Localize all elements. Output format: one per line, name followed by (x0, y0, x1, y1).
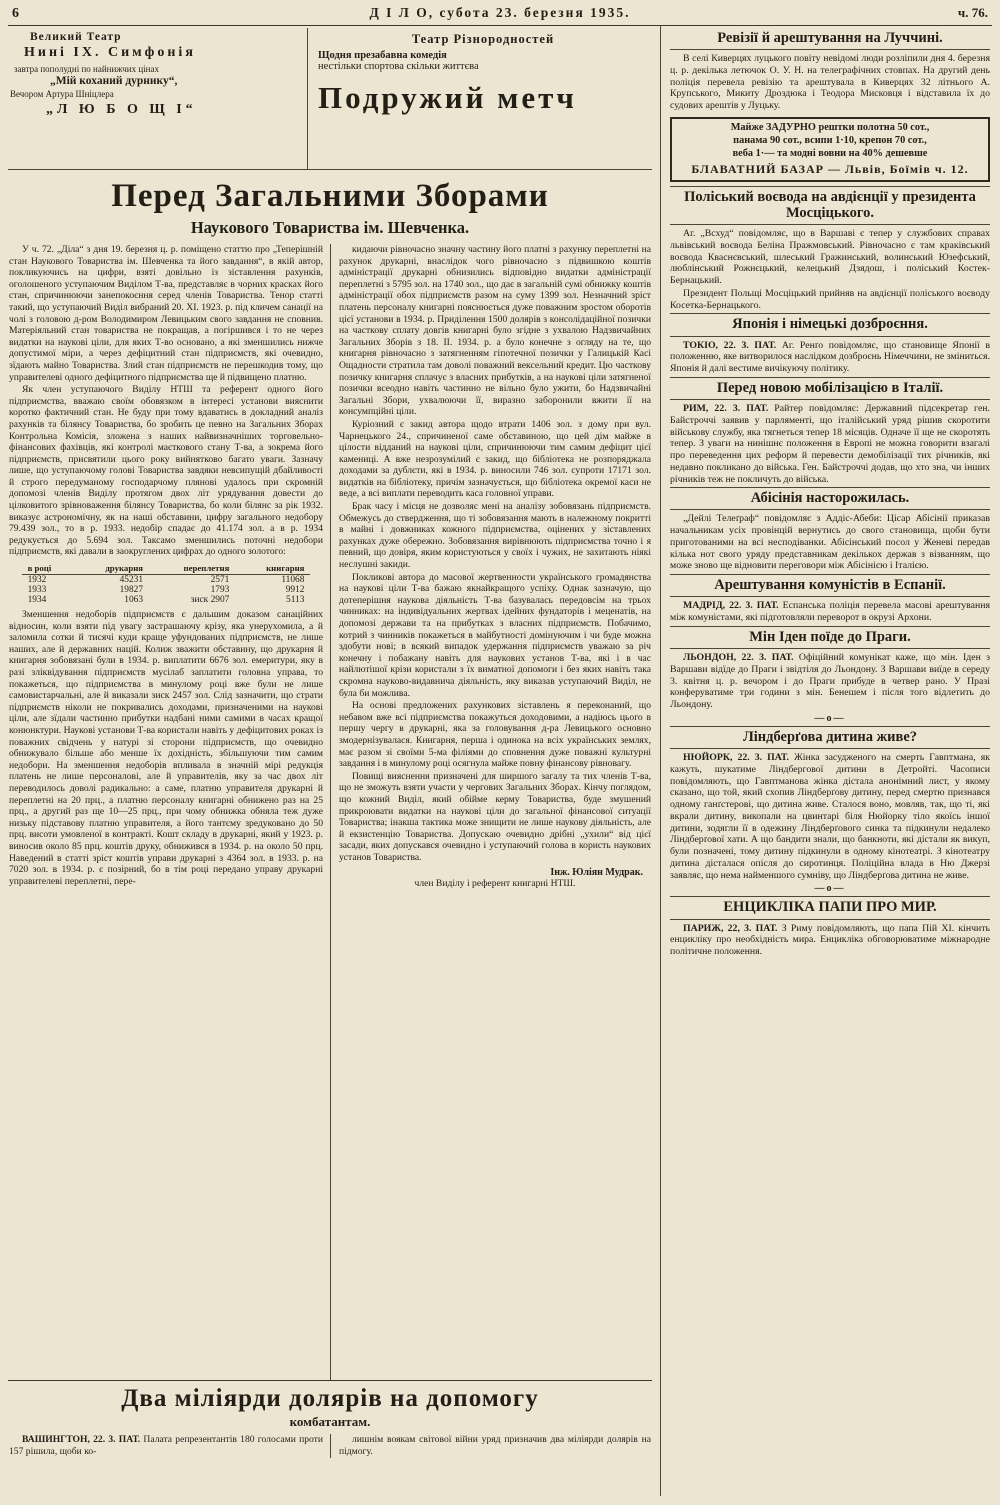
paragraph: лишнім воякам світової війни уряд призначив два міліярди долярів на підмогу. (339, 1434, 651, 1457)
paragraph-text: Палата репрезентантів 180 голосами проти 157 рішила, щоби ко- (9, 1434, 323, 1457)
table-cell: 45231 (119, 575, 144, 586)
ad-line: Щодня презабавна комедія (318, 50, 447, 61)
table-cell: зиск 2907 (190, 595, 230, 606)
article-title: Перед новою мобілізацією в Італії. (670, 380, 990, 400)
article-polissia-voivode (670, 186, 990, 312)
table-cell: 1933 (27, 585, 47, 596)
ad-line: веба 1·— та модні вовни на 40% дешевше (732, 147, 928, 159)
ad-line: нестільки спортова скільки життєва (318, 61, 479, 72)
ad-line: Великий Театр (30, 31, 122, 43)
table-cell: 11068 (281, 575, 305, 586)
main-article-subtitle: Наукового Товариства ім. Шевченка. (190, 218, 470, 237)
table-header: книгарня (235, 562, 310, 575)
dateline: РИМ, 22. 3. ПАТ. (683, 403, 769, 414)
theater-ad-variety-theater (308, 28, 652, 169)
paragraph: Покликові автора до масової жертвенности українського громадянства на наукові ціли Т-ва бажаю якнайкращого успіху. Однак зазначую, що дотеперішня наукова діяльність Т-ва базувалась передовсім на трьох чинниках: на індивідуальних жертвах ідейних фундаторів і меценатів, на допомозі держави та на прибутках з власних підприємств. Побачимо, котрий з чинників покажеться в майбутності домінуючим і чи буде можна здобути нові; в всякий випадок удержання підприємств уважаю за річ конечну і побажану навіть для наукових установ Т-ва, які і в час найлютішої крізи користали з їх виматної допомоги і без яких навіть така скромна науково-видавнича діяльність, яку виказав уступаючий Виділ, не була би можлива. (339, 571, 651, 699)
ad-line: „Мій коханий дурнику“, (50, 75, 178, 87)
ad-line: Вечором Артура Шніцлера (10, 89, 114, 99)
paragraph-text: Президент Польщі Мосціцький прийняв на авдієнції поліського воєводу Косетка-Бернацького. (670, 287, 990, 311)
ad-line: завтра пополудні по найнижчих цінах (14, 64, 159, 74)
paragraph: У ч. 72. „Діла“ з дня 19. березня ц. р. поміщено статтю про „Теперішній стан Наукового Товариства ім. Шевченка та його завдання“, в якій автор, покликуючись на цифри, взяті довільно із зіставлення рахунків, оголошеного уступаючим Виділом Т-ва, представляє в чорних красках його стан, спричинюючи занепокоєння серед членів Товариства. Тенор статті такий, що уступаючий Виділ вибраний 20. XI. 1923. р. під кличем санації на чолі з головою д-ром Володимиром Левицьким свого завдання не сповнив. Матеріяльний стан товариства не покращав, а погіршився і то не через видатки на наукові ціли, для яких Т-во основано, а які зменшились нижче допустимої міри, а через дефіцитний стан підприємств, які очевидно, зїдають майно Товариства. Злий стан підприємств не перешкодив тому, що управителеві одного дефіцитного підприємства ще й підвищено платню. (9, 244, 323, 383)
page-number: 6 (12, 6, 19, 21)
ad-brand: БЛАВАТНИЙ БАЗАР — Львів, Боїмів ч. 12. (691, 161, 969, 176)
table-row (22, 585, 311, 595)
article-eden-prague (670, 626, 990, 711)
article-title: Поліський воєвода на авдієнції у президента Мосціцького. (670, 189, 990, 225)
paragraph: Як член уступаючого Виділу НТШ та референт одного його підприємства, вважаю своїм обовязком в інтересі установи вияснити коротко фактичний стан. Не буду при тому вдаватись в докладний аналіз рахунків та білянсу Товариства, бо зробить це певно на Загальних Зборах Контрольна Комісія, зложена з наших найвизначніших торговельно-фінансових фахівців, які контролі маєткового стану Т-ва, а зокрема його підприємств, присвятили цього року вийнятково багато уваги. Зазначу лише, що уступаючому голові Товариства завдяки невсипущій дбайливості й строго передуманому господарчому плянові удалось при скромній допомозі членів Виділу протягом двох літ урядування довести до цілковитого зрівноваження білянсу Товариства, бо коли білянс за рік 1932. виказує астрономічну, як на наші обставини, цифру загального недобору 79.439 зол., то в р. 1933. недобір спадає до 41.174 зол. а в р. 1934 редукується до 5.694 зол. Таксамо зменшились поточні недобори підприємств, які давали в заокруглених цифрах до одного золотого: (9, 384, 323, 558)
article-separator: —о— (814, 883, 846, 895)
masthead-title: Д І Л О, субота 23. березня 1935. (369, 5, 631, 20)
masthead (8, 3, 992, 26)
bottom-article-columns (8, 1434, 652, 1458)
dateline: ВАШИНГТОН, 22. 3. ПАТ. (22, 1434, 141, 1445)
bottom-article-title: Два міліярди долярів на допомогу (121, 1385, 539, 1412)
paragraph: Брак часу і місця не дозволяє мені на аналізу зобовязань підприємств. Обмежусь до ствердження, що ті зобовязання мають в належному покритті в майні і довжниках кожного підприємства, оцінених у зіставлених рахунках дуже обережно. Зобовязання вирівнюють підприємства точно і я певний, що довіря, яким користуються у своїх і чужих, не захитають ніякі неслушні закиди. (339, 501, 651, 571)
paragraph-text: Жінка засудженого на смерть Гавптмана, як кажуть, шукатиме Ліндбергової дитини в Детройті. Часописи повідомляють, що Гавптманова жінка дістала анонімний лист, у якому сказано, що той, який схопив Ліндберґову дитину, перед смертю признався одному ганґстерові, що дитина живе. Сталося воно, мовляв, так, що ті, які вкрали дитину, викопали на цвинтарі біля Нюйорку тіло якоїсь іншої дитини, зодягли її в одежину Ліндберґового синка та підкинули недалеко Ліндберґової хати. А що бандити знали, що банкноти, які дістали як викуп, були позначені, тому дитину підкинули в одному кінотеатрі. З кінотеатру дитина дісталася опісля до сиротинця. Поліційна влада в Ню Джерзі заявляє, що нема найменшого сумніву, що Ліндберґова дитина не живе. (670, 752, 990, 881)
article-abyssinia-alert (670, 487, 990, 572)
article-spain-communist-arrests (670, 574, 990, 624)
dateline: ТОКІО, 22. 3. ПАТ. (683, 339, 777, 351)
article-title: Японія і німецькі дозброєння. (670, 316, 990, 336)
main-article-column-1 (8, 244, 330, 1380)
table-header: переплетня (149, 562, 235, 575)
article-title: Ліндберґова дитина живе? (670, 729, 990, 749)
paragraph-text: Аг. Ренґо повідомляє, що становище Японії в положенню, яке витворилося наслідком дозброєнь Німеччини, не зміниться. Японія й далі вестиме вичікуючу політику. (670, 339, 991, 375)
bottom-column-1 (8, 1434, 330, 1458)
paragraph-text: Аг. „Всхуд“ повідомляє, що в Варшаві є тепер у службових справах львівський воєвода Беліна Пражмовський. Рівночасно є там краківський воєвода Кваснєвський, шлеський Гражинський, волинський Юзефський, люблінський Рожнєцький, келецький Дзядош, і поліський Костек-Бернацький. (670, 228, 990, 287)
bottom-article (8, 1380, 652, 1496)
table-cell: 5113 (286, 595, 305, 606)
paragraph: На основі предложених рахункових зіставлень я переконаний, що небавом вже всі підприємства покажуться доходовими, а надіюсь цього в першу чергу в друкарні, яка за головування д-ра Левицького основно змодернізувалася. Книгарня, перша і одинока на всіх українських землях, має разом зі своїми 5-ма філіями до сповнення дуже поважні культурні завдання і в минулому році осягнула майже повну фінансову рівновагу. (339, 700, 651, 770)
paragraph-text: З Риму повідомляють, що папа Пій XI. кінчить енцикліку про необхідність мира. Енцикліка обговорюватиме міжнародне політичне положення. (670, 922, 991, 958)
table-header: друкарня (75, 562, 149, 575)
ad-line: панама 90 сот., всипи 1·10, крепон 70 сот., (733, 134, 927, 146)
author-signature: Інж. Юліян Мудрак. (550, 867, 643, 879)
dateline: МАДРІД, 22. 3. ПАТ. (683, 600, 779, 612)
column-1-bottom-paragraphs (9, 609, 323, 887)
main-article-title: Перед Загальними Зборами (111, 178, 549, 214)
paragraph-text: Райтер повідомляє: Державний підсекретар ген. Байстроччі заявив у парляменті, що італійський уряд рішив скоротити військову службу, яка тягнеться тепер 18 місяців. Одначе її ще не скоротять тепер. З уваги на нинішнє положення в Европі не можна говорити взагалі про переведення цих реформ й перевести демобілізації тих річників, які недавно покликано до війська. Ген. Байстроччі додав, що хто зна, чи інших річників теж не покличуть до війська. (670, 403, 990, 485)
table-cell: 19827 (119, 585, 144, 596)
table-cell: 1932 (27, 575, 47, 586)
dateline: ЛЬОНДОН, 22. 3. ПАТ. (683, 652, 794, 664)
theater-ad-great-theater (8, 28, 308, 169)
article-lindbergh-child (670, 726, 990, 881)
theater-ads-row (8, 28, 652, 170)
table-cell: 1934 (27, 595, 47, 606)
ad-play-title: Подружий метч (318, 80, 577, 115)
table-row (22, 595, 311, 605)
table-cell: 9912 (285, 585, 305, 596)
main-article-column-2 (330, 244, 652, 1380)
column-1-top-paragraphs (9, 244, 323, 558)
article-title: Абісінія насторожилась. (670, 490, 990, 510)
article-title: Ревізії й арештування на Луччині. (670, 30, 990, 50)
page-content (8, 26, 992, 1496)
paragraph: Повищі вияснення призначені для ширшого загалу та тих членів Т-ва, що не зможуть взяти участи у чергових Загальних Зборах. Кінчу поглядом, що кожний Виділ, який обійме керму Товариства, буде змушений прикроювати видатки на наукові ціли до загальної фінансової ситуації Товариства; інакша тактика може знищити не лише наукову діяльність, але й екзистенцію Товариства. Допускаю очевидно дрібні „ухили“ від цієї засади, яких допускався очевидно і уступаючий голова в користь наукових установ Товариства. (339, 770, 651, 863)
paragraph-text: Офіційний комунікат каже, що мін. Іден з Варшави відїде до Праги і звідтіля до Льондону. З Варшави виїде в середу 3. квітня ц. р. вечором і до Праги прибуде в четвер рано. У Празі конферуватиме три години з мін. Бенешем і після того відлетить до Льондону. (670, 652, 990, 711)
right-column (660, 26, 992, 1496)
article-revisions-luchchyna (670, 28, 990, 112)
article-papal-encyclical (670, 896, 990, 957)
bazaar-ad-box (670, 117, 990, 182)
paragraph-text: Еспанська поліція перевела масові арештування між комуністами, які підготовляли переворот в окрузі Архони. (670, 600, 990, 624)
article-title: Мін Іден поїде до Праги. (670, 629, 990, 649)
table-cell: 2571 (210, 575, 230, 586)
table-cell: 1793 (210, 585, 230, 596)
paragraph: Зменшення недоборів підприємств є дальшим доказом санаційних відносин, коли взяти під увагу застрашаючу крізу, яка унерухомила, а й заломила сотки й тисячі куди краще уфундованих підприємств, не лише наших, але й державних націй. Колиж зважити обставину, що друкарня й книгарня зобовязані були в 1934. р. виплатити 6676 зол. емеритури, яку в разі зліквідування підприємств мусілаб заплатити головна управа, то покажеться, що підприємства в минулому році вже були не лише самовистарчальні, але й виказали зиск 2457 зол. Слід зазначити, що страти підприємств ніколи не покривались доходами, призначеними на наукові ціли, але зїдали частинно прибутки надбані ними самими в часах кращої конюнктури. Наукові установи Т-ва користали навіть у дефіцитових роках із поважних свідчень у натурі зі сторони підприємств, що очевидно обнижувало більше або менше їх дохідність, збільшуючи тим самим недобори. На зменшення недоборів впливала в значній мірі редукція платень не лише персоналові, але й управителів, яку за час двох літ переводилось доволі радикально: а саме, платню управителя друкарні й переплетні на 20 прц., а платню персоналу книгарні обнижено раз на 25 прц., а другий раз ще 10—25 прц., при чому обнижка обняла теж дуже низьку підставову платню управителя, а його тантєму зредуковано до 50 прц. висоти умовленої в контракті. Кошт складу в друкарні, який у 1923. р. виносив около 85 прц. коштів друку, обнижився в 1934. р. на около 50 прц. Наведений в статті зріст коштів управи друкарні з 4364 зол. в 1933. р. на 7020 зол. в 1934. р. є позірний, бо в тім році передано управу друкарні управителеві переплетні, пере- (9, 609, 323, 887)
deficit-table (22, 562, 311, 605)
column-2-paragraphs (339, 244, 651, 863)
table-cell: 1063 (124, 595, 144, 606)
ad-line: „Л Ю Б О Щ І“ (46, 102, 197, 117)
issue-number: ч. 76. (957, 5, 988, 20)
bottom-article-subtitle: комбатантам. (289, 1414, 371, 1429)
paragraph-text: „Дейлі Телеґраф“ повідомляє з Аддіс-Абеби: Цісар Абісінії приказав начальникам усіх провінцій вернутись до свого становища, щоби бути приготованими на всі несподіванки. Абісінський посол у Женеві передав кілька нот свого уряду представникам декількох держав з візванням, що може зново ще відновити переговори між Абісінією і Італією. (670, 513, 990, 572)
ad-line: Нині IX. Симфонія (24, 45, 196, 60)
paragraph: кидаючи рівночасно значну частину його платні з рахунку переплетні на рахунок друкарні, внаслідок чого рівночасно з підвишкою коштів адміністрації друкарні обнизились відповідно видатки адміністрації переплетні з 5795 зол. на 1740 зол., що дає в загальній сумі обнижку коштів адміністрації обох підприємств разом на суму 1399 зол. Незначний зріст платень персоналу книгарні пояснюється дуже поважним зростом оборотів цієї установи в 1934. р. Приділення 1500 долярів з консолідаційної позички на часткову сплату довгів книгарні було згідне з ухвалою Надзвичайних Загальних Зборів з 18. II. 1934. р. а було конечне з огляду на те, що книгарня рівночасно з затягненням гіпотечної позички у Галицькій Касі Ощадности стратила там доволі поважний вексельний кредит. Цю часткову позичку книгарня сплачує з власних прибутків, а на наукові ціли затягненої позички всеодно навіть частинно не вільно було ужити, бо Надзвичайні Загальні Збори, ухвалюючи її, виразно заборонили вжити її на консумпційні ціли. (339, 244, 651, 418)
paragraph: Куріозний є закид автора щодо втрати 1406 зол. з дому при вул. Чарнецького 24., спричиненої саме обставиною, що цей дім майже в цілости відданий на наукові ціли, спричинюючи тим самим дефіцит цієї камениці. А вже незрозумілий є закид, що бібліотека не розпоряджала доходами за дублєти, які в 1934. р. виносили 746 зол. супроти 17171 зол. видатків на бібліотеку, причім зазначується, що бібліотека окремої каси не веде, а всі виплати переводить каса головної управи. (339, 418, 651, 500)
article-japan-german-rearmament (670, 313, 990, 374)
paragraph-text: В селі Киверцях луцького повіту невідомі люди розліпили дня 4. березня ц. р. декілька летючок О. У. Н. на телеграфічних стовпах. На другий день поліція перевела ревізію та арештувала в Киверцях 32 літнього А. Крупського, Микиту Дроздюка і Теодора Мисковця і відставила їх до судових арештів у Луцьку. (670, 53, 990, 112)
article-title: ЕНЦИКЛІКА ПАПИ ПРО МИР. (670, 899, 990, 919)
table-row (22, 575, 311, 586)
dateline: ПАРИЖ, 22, 3. ПАТ. (683, 922, 778, 934)
ad-line: Майже ЗАДУРНО рештки полотна 50 сот., (730, 121, 930, 133)
article-separator: —о— (814, 712, 846, 724)
table-header: в році (22, 562, 75, 575)
dateline: НЮЙОРК, 22. 3. ПАТ. (683, 752, 789, 764)
article-title: Арештування комуністів в Еспанії. (670, 577, 990, 597)
ad-line: Театр Різнородностей (411, 32, 555, 46)
main-article-columns (8, 244, 652, 1380)
author-role: член Виділу і референт книгарні НТШ. (414, 878, 576, 890)
main-article (8, 170, 652, 1380)
bottom-column-2 (330, 1434, 652, 1458)
left-zone (8, 26, 660, 1496)
article-italy-mobilization (670, 377, 990, 485)
